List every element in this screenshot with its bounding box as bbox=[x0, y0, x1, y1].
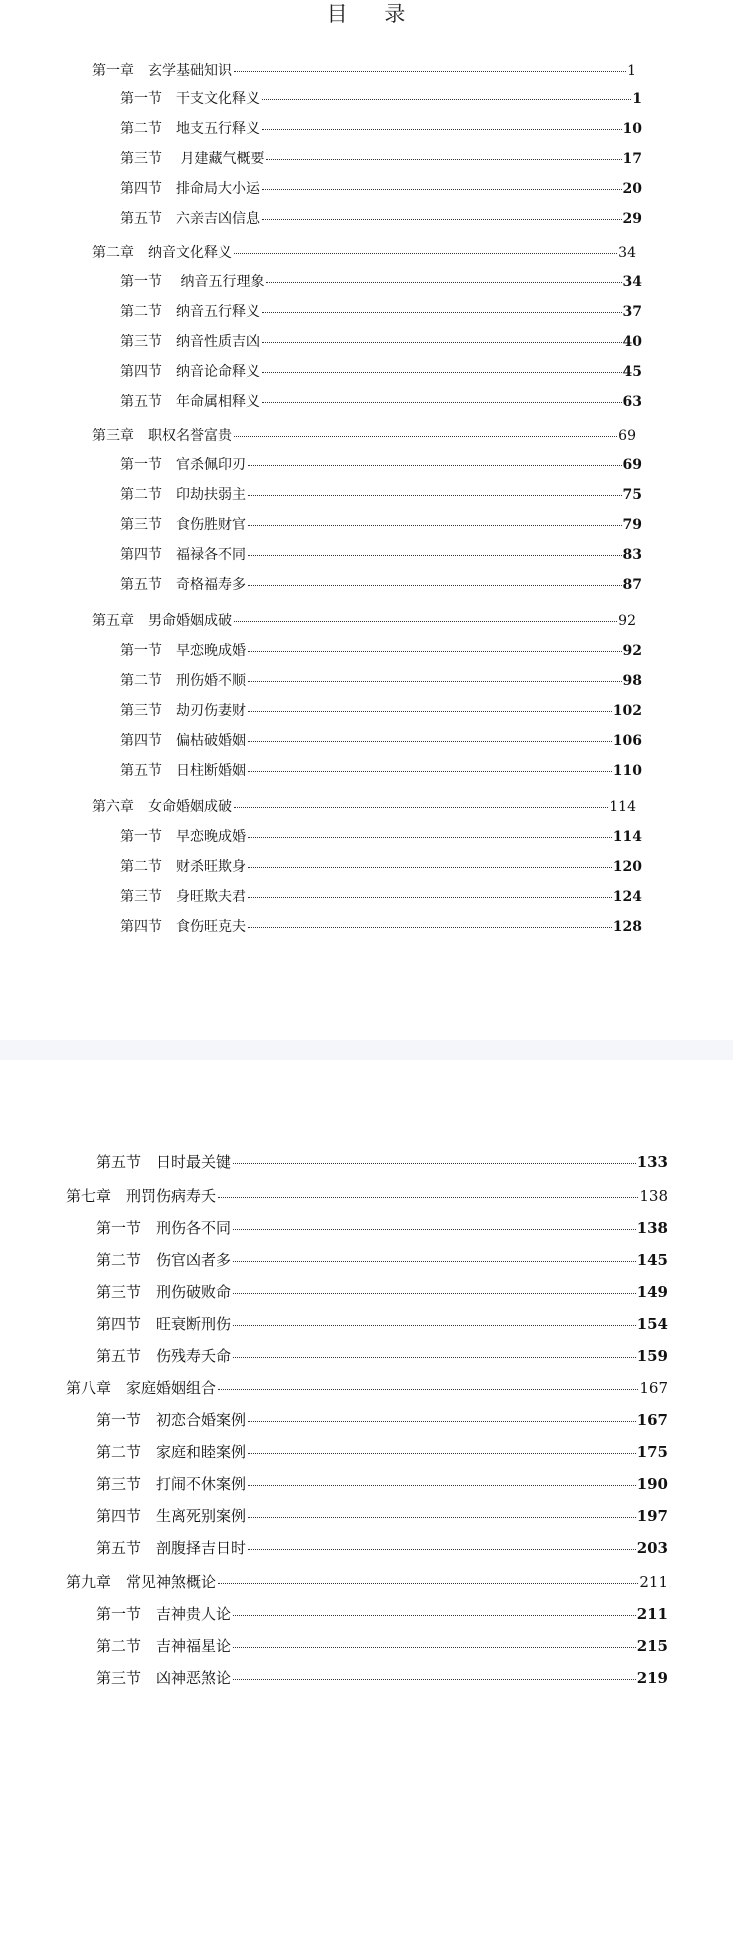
page-number: 106 bbox=[612, 733, 642, 749]
toc-section-row[interactable] bbox=[120, 120, 642, 138]
dot-leader bbox=[262, 129, 622, 130]
section-title: 第五节 剖腹择吉日时 bbox=[96, 1539, 247, 1557]
section-title: 第三节 身旺欺夫君 bbox=[120, 889, 246, 905]
dot-leader bbox=[234, 253, 617, 254]
dot-leader bbox=[218, 1583, 638, 1584]
toc-section-row[interactable] bbox=[96, 1152, 668, 1172]
section-title: 第三节 打闹不休案例 bbox=[96, 1475, 247, 1493]
section-title: 第二节 刑伤婚不顺 bbox=[120, 673, 246, 689]
page-number: 69 bbox=[622, 457, 642, 473]
page-number: 110 bbox=[612, 763, 642, 779]
dot-leader bbox=[262, 312, 622, 313]
page-number: 1 bbox=[627, 63, 636, 79]
toc-section-row[interactable] bbox=[120, 918, 642, 936]
toc-section-row[interactable] bbox=[120, 546, 642, 564]
toc-section-row[interactable] bbox=[96, 1218, 668, 1238]
dot-leader bbox=[233, 1679, 636, 1680]
toc-chapter-row[interactable] bbox=[66, 1378, 668, 1398]
page-number: 92 bbox=[622, 643, 642, 659]
section-title: 第一节 早恋晚成婚 bbox=[120, 643, 246, 659]
page-number: 114 bbox=[612, 829, 642, 845]
section-title: 第四节 生离死别案例 bbox=[96, 1507, 247, 1525]
toc-chapter-row[interactable] bbox=[66, 1186, 668, 1206]
page-number: 75 bbox=[622, 487, 642, 503]
dot-leader bbox=[262, 402, 622, 403]
dot-leader bbox=[248, 1453, 636, 1454]
toc-section-row[interactable] bbox=[120, 363, 642, 381]
title-char: 目 bbox=[326, 2, 349, 26]
section-title: 第五节 年命属相释义 bbox=[120, 394, 260, 410]
toc-section-row[interactable] bbox=[120, 393, 642, 411]
toc-chapter-row[interactable] bbox=[92, 798, 636, 816]
dot-leader bbox=[248, 897, 612, 898]
toc-chapter-row[interactable] bbox=[66, 1572, 668, 1592]
toc-chapter-row[interactable] bbox=[92, 612, 636, 630]
section-title: 第四节 福禄各不同 bbox=[120, 547, 246, 563]
title-char: 录 bbox=[384, 2, 407, 26]
toc-section-row[interactable] bbox=[120, 150, 642, 168]
page-number: 124 bbox=[612, 889, 642, 905]
toc-section-row[interactable] bbox=[120, 888, 642, 906]
toc-section-row[interactable] bbox=[96, 1410, 668, 1430]
toc-chapter-row[interactable] bbox=[92, 244, 636, 262]
section-title: 第四节 纳音论命释义 bbox=[120, 364, 260, 380]
section-title: 第二节 纳音五行释义 bbox=[120, 304, 260, 320]
dot-leader bbox=[248, 495, 622, 496]
section-title: 第一节 初恋合婚案例 bbox=[96, 1411, 247, 1429]
page-number: 17 bbox=[622, 151, 642, 167]
page-number: 120 bbox=[612, 859, 642, 875]
dot-leader bbox=[248, 681, 622, 682]
dot-leader bbox=[248, 525, 622, 526]
toc-section-row[interactable] bbox=[120, 456, 642, 474]
section-title: 第三节 纳音性质吉凶 bbox=[120, 334, 260, 350]
section-title: 第二节 财杀旺欺身 bbox=[120, 859, 246, 875]
section-title: 第三节 食伤胜财官 bbox=[120, 517, 246, 533]
page-number: 128 bbox=[612, 919, 642, 935]
page-number: 87 bbox=[622, 577, 642, 593]
section-title: 第二节 地支五行释义 bbox=[120, 121, 260, 137]
toc-section-row[interactable] bbox=[120, 702, 642, 720]
dot-leader bbox=[234, 621, 617, 622]
chapter-title: 第七章 刑罚伤病寿夭 bbox=[66, 1187, 217, 1205]
page-number: 133 bbox=[636, 1153, 668, 1171]
dot-leader bbox=[262, 189, 622, 190]
chapter-title: 第六章 女命婚姻成破 bbox=[92, 799, 232, 815]
page-number: 102 bbox=[612, 703, 642, 719]
section-title: 第五节 奇格福寿多 bbox=[120, 577, 246, 593]
toc-chapter-row[interactable] bbox=[92, 62, 636, 80]
page-number: 29 bbox=[622, 211, 642, 227]
dot-leader bbox=[233, 1293, 636, 1294]
page-number: 215 bbox=[636, 1637, 668, 1655]
dot-leader bbox=[233, 1325, 636, 1326]
page-number: 34 bbox=[622, 274, 642, 290]
toc-section-row[interactable] bbox=[96, 1506, 668, 1526]
chapter-title: 第三章 职权名誉富贵 bbox=[92, 428, 232, 444]
page-number: 34 bbox=[618, 245, 636, 261]
section-title: 第四节 偏枯破婚姻 bbox=[120, 733, 246, 749]
dot-leader bbox=[248, 465, 622, 466]
page-number: 138 bbox=[639, 1187, 668, 1205]
toc-section-row[interactable] bbox=[120, 90, 642, 108]
dot-leader bbox=[233, 1163, 636, 1164]
page-number: 149 bbox=[636, 1283, 668, 1301]
page-number: 83 bbox=[622, 547, 642, 563]
toc-section-row[interactable] bbox=[96, 1668, 668, 1688]
chapter-title: 第一章 玄学基础知识 bbox=[92, 63, 232, 79]
section-title: 第四节 旺衰断刑伤 bbox=[96, 1315, 232, 1333]
toc-section-row[interactable] bbox=[120, 858, 642, 876]
section-title: 第五节 日柱断婚姻 bbox=[120, 763, 246, 779]
section-title: 第五节 伤残寿夭命 bbox=[96, 1347, 232, 1365]
section-title: 第四节 排命局大小运 bbox=[120, 181, 260, 197]
section-title: 第二节 家庭和睦案例 bbox=[96, 1443, 247, 1461]
page-number: 63 bbox=[622, 394, 642, 410]
section-title: 第三节 劫刃伤妻财 bbox=[120, 703, 246, 719]
chapter-title: 第八章 家庭婚姻组合 bbox=[66, 1379, 217, 1397]
dot-leader bbox=[234, 436, 617, 437]
toc-section-row[interactable] bbox=[120, 672, 642, 690]
toc-section-row[interactable] bbox=[120, 273, 642, 291]
dot-leader bbox=[248, 741, 612, 742]
dot-leader bbox=[248, 651, 622, 652]
toc-section-row[interactable] bbox=[120, 576, 642, 594]
dot-leader bbox=[248, 1485, 636, 1486]
section-title: 第一节 早恋晚成婚 bbox=[120, 829, 246, 845]
section-title: 第四节 食伤旺克夫 bbox=[120, 919, 246, 935]
page-number: 145 bbox=[636, 1251, 668, 1269]
toc-section-row[interactable] bbox=[120, 828, 642, 846]
dot-leader bbox=[266, 159, 621, 160]
page-number: 1 bbox=[632, 91, 642, 107]
toc-section-row[interactable] bbox=[120, 486, 642, 504]
dot-leader bbox=[233, 1229, 636, 1230]
section-title: 第一节 刑伤各不同 bbox=[96, 1219, 232, 1237]
section-title: 第二节 伤官凶者多 bbox=[96, 1251, 232, 1269]
toc-section-row[interactable] bbox=[120, 642, 642, 660]
dot-leader bbox=[248, 555, 622, 556]
toc-page-2 bbox=[0, 1060, 733, 1933]
toc-chapter-row[interactable] bbox=[92, 427, 636, 445]
page-number: 175 bbox=[636, 1443, 668, 1461]
page-number: 219 bbox=[636, 1669, 668, 1687]
dot-leader bbox=[218, 1197, 638, 1198]
page-number: 20 bbox=[622, 181, 642, 197]
page-number: 138 bbox=[636, 1219, 668, 1237]
toc-section-row[interactable] bbox=[120, 303, 642, 321]
dot-leader bbox=[248, 1421, 636, 1422]
chapter-title: 第五章 男命婚姻成破 bbox=[92, 613, 232, 629]
page-number: 92 bbox=[618, 613, 636, 629]
dot-leader bbox=[233, 1647, 636, 1648]
dot-leader bbox=[266, 282, 621, 283]
section-title: 第二节 印劫扶弱主 bbox=[120, 487, 246, 503]
toc-section-row[interactable] bbox=[96, 1282, 668, 1302]
toc-section-row[interactable] bbox=[96, 1250, 668, 1270]
dot-leader bbox=[262, 219, 622, 220]
dot-leader bbox=[262, 372, 622, 373]
page-number: 154 bbox=[636, 1315, 668, 1333]
dot-leader bbox=[233, 1615, 636, 1616]
section-title: 第三节 凶神恶煞论 bbox=[96, 1669, 232, 1687]
dot-leader bbox=[218, 1389, 638, 1390]
page-number: 190 bbox=[636, 1475, 668, 1493]
dot-leader bbox=[233, 1357, 636, 1358]
dot-leader bbox=[248, 1517, 636, 1518]
toc-section-row[interactable] bbox=[96, 1314, 668, 1334]
section-title: 第一节 吉神贵人论 bbox=[96, 1605, 232, 1623]
page-number: 98 bbox=[622, 673, 642, 689]
page-number: 211 bbox=[636, 1605, 668, 1623]
chapter-title: 第九章 常见神煞概论 bbox=[66, 1573, 217, 1591]
page-title bbox=[0, 2, 733, 26]
toc-section-row[interactable] bbox=[96, 1442, 668, 1462]
section-title: 第五节 六亲吉凶信息 bbox=[120, 211, 260, 227]
toc-section-row[interactable] bbox=[96, 1538, 668, 1558]
page-number: 69 bbox=[618, 428, 636, 444]
toc-section-row[interactable] bbox=[120, 333, 642, 351]
toc-section-row[interactable] bbox=[96, 1636, 668, 1656]
page-number: 79 bbox=[622, 517, 642, 533]
page-number: 10 bbox=[622, 121, 642, 137]
dot-leader bbox=[262, 99, 631, 100]
chapter-title: 第二章 纳音文化释义 bbox=[92, 245, 232, 261]
page-number: 197 bbox=[636, 1507, 668, 1525]
dot-leader bbox=[233, 1261, 636, 1262]
page-number: 167 bbox=[636, 1411, 668, 1429]
dot-leader bbox=[248, 711, 612, 712]
section-title: 第三节 月建藏气概要 bbox=[120, 151, 265, 167]
page-number: 40 bbox=[622, 334, 642, 350]
page-number: 167 bbox=[639, 1379, 668, 1397]
page-number: 37 bbox=[622, 304, 642, 320]
section-title: 第一节 纳音五行理象 bbox=[120, 274, 265, 290]
dot-leader bbox=[248, 867, 612, 868]
dot-leader bbox=[248, 771, 612, 772]
dot-leader bbox=[262, 342, 622, 343]
page-number: 45 bbox=[622, 364, 642, 380]
toc-section-row[interactable] bbox=[96, 1604, 668, 1624]
toc-section-row[interactable] bbox=[120, 516, 642, 534]
dot-leader bbox=[234, 71, 626, 72]
page-number: 203 bbox=[636, 1539, 668, 1557]
dot-leader bbox=[248, 585, 622, 586]
toc-section-row[interactable] bbox=[120, 762, 642, 780]
section-title: 第五节 日时最关键 bbox=[96, 1153, 232, 1171]
page-number: 114 bbox=[609, 799, 636, 815]
dot-leader bbox=[248, 1549, 636, 1550]
toc-section-row[interactable] bbox=[120, 210, 642, 228]
dot-leader bbox=[234, 807, 608, 808]
section-title: 第二节 吉神福星论 bbox=[96, 1637, 232, 1655]
toc-section-row[interactable] bbox=[96, 1474, 668, 1494]
toc-section-row[interactable] bbox=[120, 732, 642, 750]
dot-leader bbox=[248, 837, 612, 838]
toc-section-row[interactable] bbox=[96, 1346, 668, 1366]
dot-leader bbox=[248, 927, 612, 928]
page-number: 211 bbox=[639, 1573, 668, 1591]
page-number: 159 bbox=[636, 1347, 668, 1365]
section-title: 第一节 官杀佩印刃 bbox=[120, 457, 246, 473]
section-title: 第三节 刑伤破败命 bbox=[96, 1283, 232, 1301]
section-title: 第一节 干支文化释义 bbox=[120, 91, 260, 107]
toc-section-row[interactable] bbox=[120, 180, 642, 198]
